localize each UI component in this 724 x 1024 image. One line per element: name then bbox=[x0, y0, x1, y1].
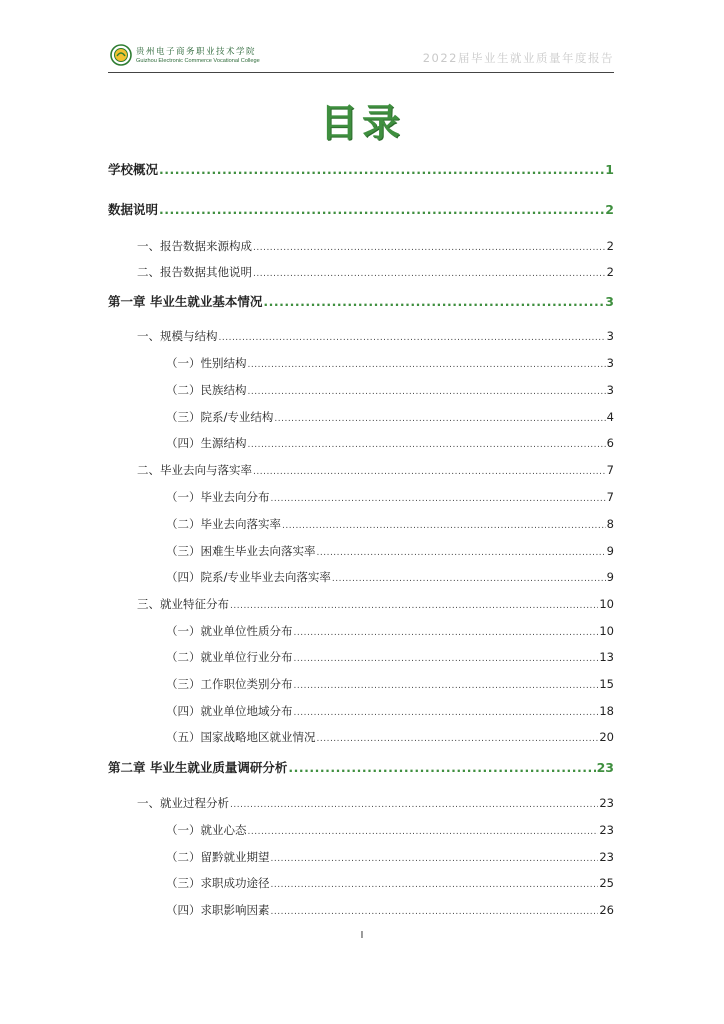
toc-entry[interactable] bbox=[166, 849, 614, 865]
toc-entry[interactable] bbox=[166, 355, 614, 371]
toc-leader-dots bbox=[282, 521, 606, 531]
page-header bbox=[108, 40, 614, 73]
toc-entry[interactable] bbox=[166, 822, 614, 838]
toc-entry-title: （二）就业单位行业分布 bbox=[166, 650, 293, 664]
toc-entry-page: 9 bbox=[606, 570, 614, 584]
toc-entry-title: （三）院系/专业结构 bbox=[166, 410, 274, 424]
toc-leader-dots bbox=[294, 681, 599, 691]
toc-entry-page: 3 bbox=[606, 383, 614, 397]
toc-entry-page: 8 bbox=[606, 517, 614, 531]
toc-entry-page: 10 bbox=[599, 624, 614, 638]
toc-entry-title: 二、报告数据其他说明 bbox=[137, 265, 252, 279]
toc-leader-dots bbox=[159, 162, 604, 177]
page-title: 目录 bbox=[319, 101, 404, 145]
toc-leader-dots bbox=[248, 827, 599, 837]
toc-entry-page: 23 bbox=[599, 850, 614, 864]
toc-entry-title: 二、毕业去向与落实率 bbox=[137, 463, 252, 477]
toc-entry-page: 26 bbox=[599, 903, 614, 917]
toc-leader-dots bbox=[294, 654, 599, 664]
toc-entry-title: （三）困难生毕业去向落实率 bbox=[166, 544, 316, 558]
toc-entry[interactable] bbox=[166, 703, 614, 719]
toc-entry-page: 23 bbox=[596, 760, 614, 775]
toc-entry[interactable] bbox=[137, 328, 614, 344]
toc-leader-dots bbox=[248, 440, 606, 450]
toc-entry-title: 三、就业特征分布 bbox=[137, 597, 229, 611]
toc-entry-title: （一）就业心态 bbox=[166, 823, 247, 837]
toc-entry[interactable] bbox=[166, 543, 614, 559]
toc-leader-dots bbox=[274, 414, 605, 424]
toc-entry[interactable] bbox=[166, 569, 614, 585]
toc-leader-dots bbox=[332, 574, 606, 584]
toc-entry[interactable] bbox=[166, 729, 614, 745]
toc-entry-title: （一）毕业去向分布 bbox=[166, 490, 270, 504]
toc-entry-page: 23 bbox=[599, 823, 614, 837]
toc-entry[interactable] bbox=[137, 596, 614, 612]
toc-entry-title: （五）国家战略地区就业情况 bbox=[166, 730, 316, 744]
toc-entry[interactable] bbox=[108, 758, 614, 776]
toc-entry[interactable] bbox=[166, 649, 614, 665]
toc-entry-title: （二）留黔就业期望 bbox=[166, 850, 270, 864]
toc-entry-page: 23 bbox=[599, 796, 614, 810]
school-name-cn: 贵州电子商务职业技术学院 bbox=[136, 47, 257, 57]
toc-entry-page: 1 bbox=[605, 162, 614, 177]
toc-leader-dots bbox=[263, 294, 604, 309]
toc-entry-page: 2 bbox=[606, 239, 614, 253]
toc-entry-page: 3 bbox=[606, 329, 614, 343]
toc-entry[interactable] bbox=[166, 516, 614, 532]
toc-entry[interactable] bbox=[108, 200, 614, 218]
toc-entry-page: 4 bbox=[606, 410, 614, 424]
toc-leader-dots bbox=[294, 708, 599, 718]
toc-entry-page: 25 bbox=[599, 876, 614, 890]
toc-entry-title: （二）民族结构 bbox=[166, 383, 247, 397]
toc-entry[interactable] bbox=[108, 292, 614, 310]
toc-entry-page: 2 bbox=[605, 202, 614, 217]
toc-entry-title: （二）毕业去向落实率 bbox=[166, 517, 281, 531]
toc-entry-title: 一、规模与结构 bbox=[137, 329, 218, 343]
toc-leader-dots bbox=[317, 548, 606, 558]
toc-entry-page: 15 bbox=[599, 677, 614, 691]
toc-leader-dots bbox=[253, 467, 606, 477]
toc-entry[interactable] bbox=[166, 435, 614, 451]
toc-entry-page: 9 bbox=[606, 544, 614, 558]
toc-entry-title: 第二章 毕业生就业质量调研分析 bbox=[108, 760, 288, 775]
toc-entry-page: 2 bbox=[606, 265, 614, 279]
school-name-en: Guizhou Electronic Commerce Vocational College bbox=[136, 58, 260, 64]
toc-entry-title: 一、报告数据来源构成 bbox=[137, 239, 252, 253]
toc-entry-page: 18 bbox=[599, 704, 614, 718]
toc-entry-page: 3 bbox=[606, 356, 614, 370]
toc-entry[interactable] bbox=[137, 264, 614, 280]
toc-entry[interactable] bbox=[137, 462, 614, 478]
toc-entry-page: 7 bbox=[606, 463, 614, 477]
page-number: I bbox=[360, 930, 364, 941]
toc-entry[interactable] bbox=[166, 623, 614, 639]
toc-leader-dots bbox=[294, 628, 599, 638]
toc-entry[interactable] bbox=[108, 160, 614, 178]
toc-entry[interactable] bbox=[137, 795, 614, 811]
toc-leader-dots bbox=[253, 243, 606, 253]
toc-leader-dots bbox=[248, 387, 606, 397]
toc-leader-dots bbox=[317, 734, 599, 744]
toc-entry-title: （一）就业单位性质分布 bbox=[166, 624, 293, 638]
toc-leader-dots bbox=[288, 760, 595, 775]
toc-entry[interactable] bbox=[137, 238, 614, 254]
toc-leader-dots bbox=[230, 601, 598, 611]
toc-entry[interactable] bbox=[166, 676, 614, 692]
toc-entry[interactable] bbox=[166, 875, 614, 891]
toc-leader-dots bbox=[219, 333, 606, 343]
toc-entry-title: （四）生源结构 bbox=[166, 436, 247, 450]
toc-entry-title: （四）院系/专业毕业去向落实率 bbox=[166, 570, 331, 584]
report-title: 2022届毕业生就业质量年度报告 bbox=[422, 51, 614, 65]
toc-entry-title: 数据说明 bbox=[108, 202, 159, 217]
toc-leader-dots bbox=[159, 202, 604, 217]
toc-entry[interactable] bbox=[166, 409, 614, 425]
toc-entry-page: 7 bbox=[606, 490, 614, 504]
toc-leader-dots bbox=[271, 494, 606, 504]
toc-leader-dots bbox=[248, 360, 606, 370]
toc-entry-page: 6 bbox=[606, 436, 614, 450]
toc-entry-page: 20 bbox=[599, 730, 614, 744]
toc-leader-dots bbox=[271, 880, 599, 890]
toc-entry[interactable] bbox=[166, 902, 614, 918]
college-logo-icon bbox=[110, 44, 132, 66]
toc-leader-dots bbox=[253, 269, 606, 279]
toc-entry-title: 学校概况 bbox=[108, 162, 159, 177]
toc-entry-title: （一）性别结构 bbox=[166, 356, 247, 370]
toc-entry-title: （三）工作职位类别分布 bbox=[166, 677, 293, 691]
toc-entry-title: （四）求职影响因素 bbox=[166, 903, 270, 917]
toc-entry-title: 一、就业过程分析 bbox=[137, 796, 229, 810]
toc-entry-page: 10 bbox=[599, 597, 614, 611]
toc-entry[interactable] bbox=[166, 382, 614, 398]
toc-leader-dots bbox=[271, 907, 599, 917]
toc-entry[interactable] bbox=[166, 489, 614, 505]
toc-entry-title: （三）求职成功途径 bbox=[166, 876, 270, 890]
toc-entry-title: （四）就业单位地域分布 bbox=[166, 704, 293, 718]
toc-entry-title: 第一章 毕业生就业基本情况 bbox=[108, 294, 263, 309]
toc-leader-dots bbox=[271, 854, 599, 864]
toc-leader-dots bbox=[230, 800, 598, 810]
toc-entry-page: 13 bbox=[599, 650, 614, 664]
toc-entry-page: 3 bbox=[605, 294, 614, 309]
